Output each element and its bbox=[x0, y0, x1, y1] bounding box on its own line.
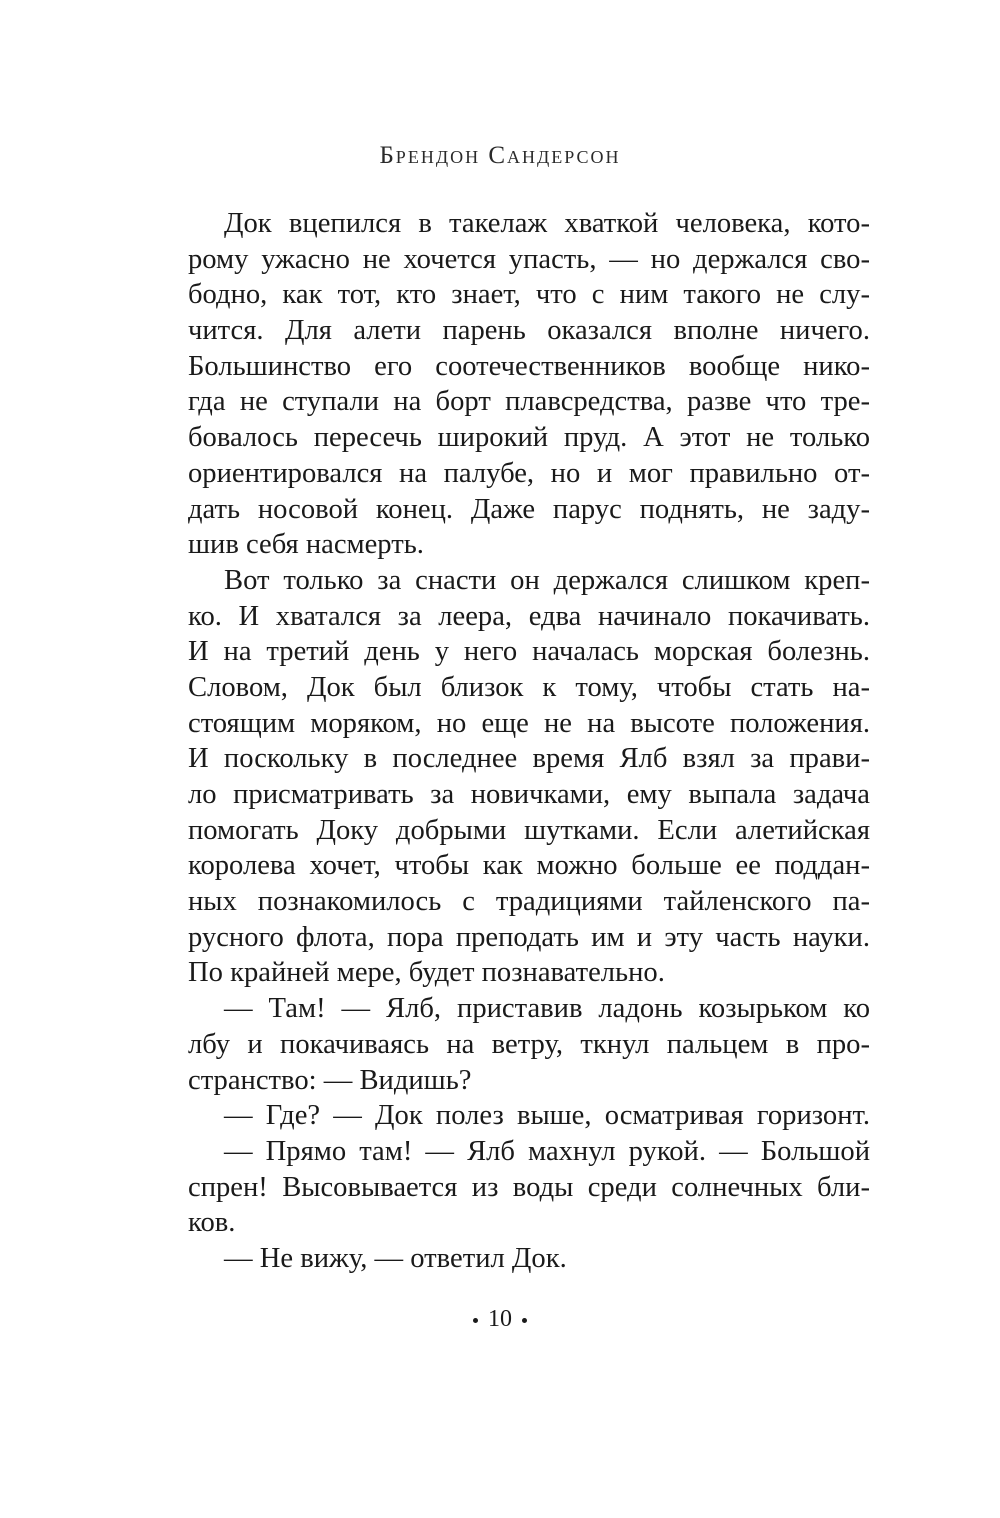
text-line: дать носовой конец. Даже парус поднять, не заду- bbox=[188, 493, 870, 525]
text-line: Большинство его соотечественников вообще нико- bbox=[188, 350, 870, 382]
text-line: — Прямо там! — Ялб махнул рукой. — Большой bbox=[224, 1135, 870, 1167]
text-line: Вот только за снасти он держался слишком креп- bbox=[224, 564, 870, 596]
text-line: ных познакомилось с традициями тайленского па- bbox=[188, 886, 870, 918]
text-line: стоящим моряком, но еще не на высоте положения. bbox=[188, 707, 870, 739]
text-line: ков. bbox=[188, 1207, 236, 1239]
page-number-value: 10 bbox=[488, 1306, 512, 1332]
page-number bbox=[0, 1306, 1000, 1333]
text-line: ко. И хватался за леера, едва начинало покачивать. bbox=[188, 600, 870, 632]
text-line: рому ужасно не хочется упасть, — но держался сво- bbox=[188, 243, 870, 275]
text-line: — Не вижу, — ответил Док. bbox=[224, 1242, 567, 1274]
text-line: гда не ступали на борт плавсредства, разве что тре- bbox=[188, 386, 870, 418]
text-line: — Где? — Док полез выше, осматривая горизонт. bbox=[224, 1100, 870, 1132]
text-line: По крайней мере, будет познавательно. bbox=[188, 957, 665, 989]
text-line: И на третий день у него началась морская болезнь. bbox=[188, 636, 870, 668]
text-line: ло присматривать за новичками, ему выпала задача bbox=[188, 779, 870, 810]
text-line: лбу и покачиваясь на ветру, ткнул пальцем в про- bbox=[188, 1028, 870, 1060]
folio-dot-left bbox=[473, 1318, 478, 1323]
text-line: И поскольку в последнее время Ялб взял за прави- bbox=[188, 743, 870, 775]
body-text bbox=[188, 206, 870, 1277]
text-line: бодно, как тот, кто знает, что с ним такого не слу- bbox=[188, 279, 870, 311]
text-line: королева хочет, чтобы как можно больше ее поддан- bbox=[188, 850, 870, 882]
text-line: шив себя насмерть. bbox=[188, 529, 424, 561]
text-line: русного флота, пора преподать им и эту часть науки. bbox=[188, 921, 870, 953]
text-line: помогать Доку добрыми шутками. Если алетийская bbox=[188, 814, 870, 846]
text-line: чится. Для алети парень оказался вполне ничего. bbox=[188, 315, 870, 347]
text-line: ориентировался на палубе, но и мог правильно от- bbox=[188, 457, 870, 489]
text-line: — Там! — Ялб, приставив ладонь козырьком ко bbox=[224, 993, 870, 1025]
running-head-author: Брендон Сандерсон bbox=[379, 142, 621, 169]
text-line: странство: — Видишь? bbox=[188, 1064, 472, 1096]
text-line: бовалось пересечь широкий пруд. А этот не только bbox=[188, 422, 870, 454]
text-line: спрен! Высовывается из воды среди солнечных бли- bbox=[188, 1171, 870, 1203]
text-line: Док вцепился в такелаж хваткой человека, кото- bbox=[224, 208, 870, 239]
text-line: Словом, Док был близок к тому, чтобы стать на- bbox=[188, 671, 870, 703]
folio-dot-right bbox=[522, 1318, 527, 1323]
